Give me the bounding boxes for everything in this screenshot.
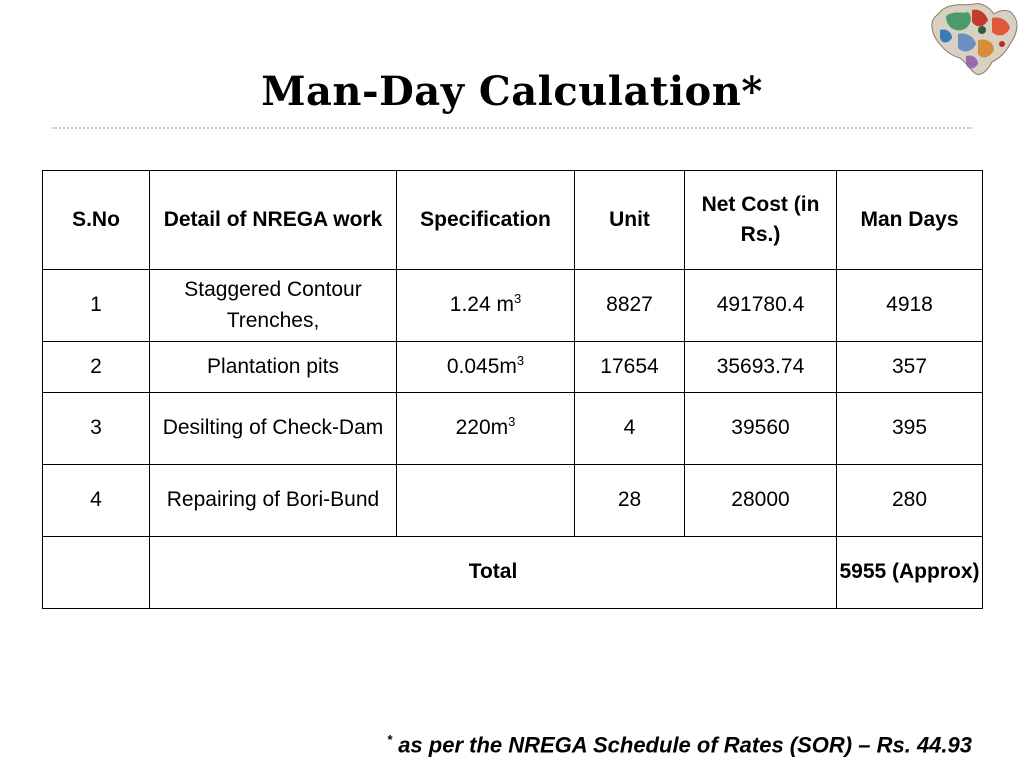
cell-net-cost: 491780.4 (685, 270, 837, 342)
cell-man-days: 280 (837, 465, 983, 537)
header-man-days: Man Days (837, 171, 983, 270)
cell-spec: $0.045m^3$ (397, 342, 575, 393)
cell-net-cost: 28000 (685, 465, 837, 537)
table-row (43, 342, 983, 393)
table-header-row (43, 171, 983, 270)
cell-sno: 1 (43, 270, 150, 342)
cell-unit: 17654 (575, 342, 685, 393)
slide-title: Man-Day Calculation* (261, 68, 763, 115)
total-label: Total (150, 537, 837, 609)
cell-net-cost: 39560 (685, 393, 837, 465)
cell-sno: 2 (43, 342, 150, 393)
header-detail: Detail of NREGA work (150, 171, 397, 270)
cell-unit: 8827 (575, 270, 685, 342)
cell-net-cost: 35693.74 (685, 342, 837, 393)
cell-unit: 4 (575, 393, 685, 465)
cell-detail: Plantation pits (150, 342, 397, 393)
table-row (43, 270, 983, 342)
cell-detail: Desilting of Check-Dam (150, 393, 397, 465)
cell-empty (43, 537, 150, 609)
footnote (387, 732, 972, 758)
table-row (43, 465, 983, 537)
cell-unit: 28 (575, 465, 685, 537)
table-row (43, 393, 983, 465)
man-day-table (42, 170, 983, 609)
total-row (43, 537, 983, 609)
cell-sno: 3 (43, 393, 150, 465)
cell-man-days: 395 (837, 393, 983, 465)
header-sno: S.No (43, 171, 150, 270)
cell-man-days: 4918 (837, 270, 983, 342)
cell-man-days: 357 (837, 342, 983, 393)
title-divider (52, 127, 972, 129)
cell-spec: 1.24 $m^3$ (397, 270, 575, 342)
total-value: 5955 (Approx) (837, 537, 983, 609)
header-unit: Unit (575, 171, 685, 270)
cell-detail: Repairing of Bori-Bund (150, 465, 397, 537)
footnote-marker: * (387, 732, 393, 747)
cell-spec: $220m^3$ (397, 393, 575, 465)
header-specification: Specification (397, 171, 575, 270)
india-map-logo-icon (922, 0, 1024, 78)
cell-sno: 4 (43, 465, 150, 537)
footnote-text: as per the NREGA Schedule of Rates (SOR) – Rs. 44.93 (392, 732, 972, 758)
header-net-cost: Net Cost (in Rs.) (685, 171, 837, 270)
cell-spec (397, 465, 575, 537)
cell-detail: Staggered Contour Trenches, (150, 270, 397, 342)
